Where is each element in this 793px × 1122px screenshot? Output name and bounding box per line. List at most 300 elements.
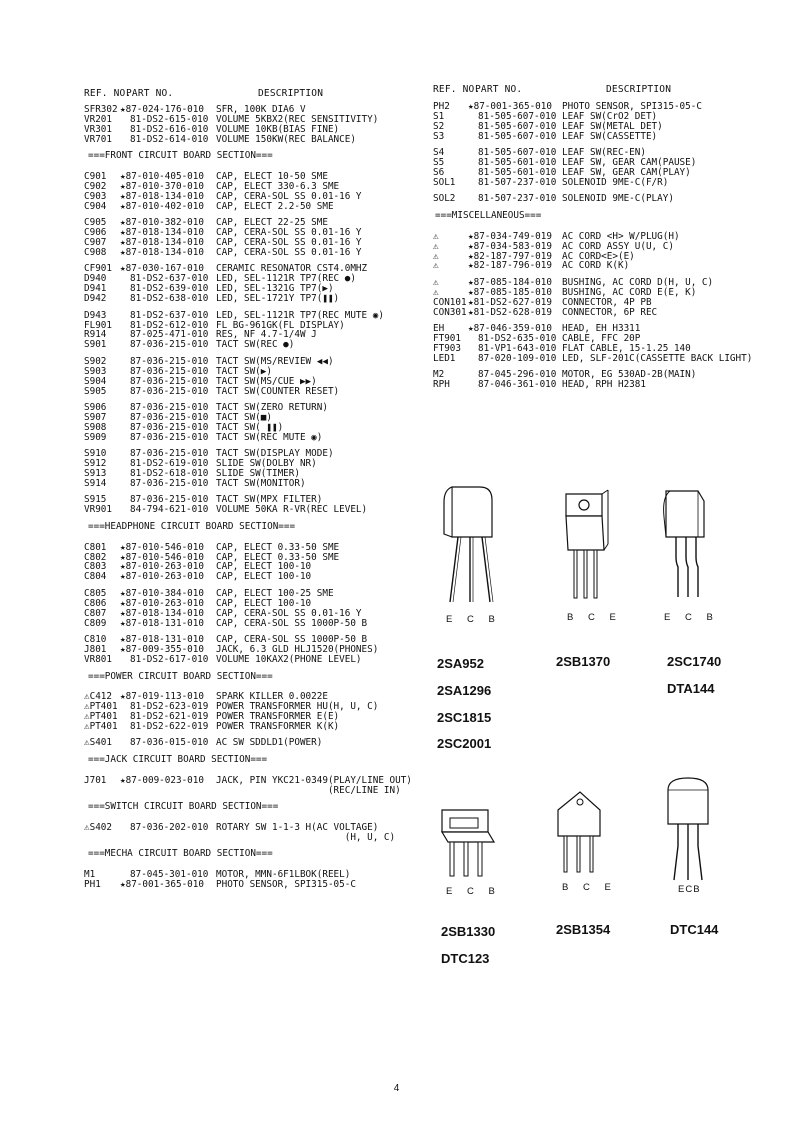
ref-no: S906 bbox=[84, 402, 107, 413]
part-no: ★87-018-134-010 bbox=[120, 190, 204, 202]
part-no: ★87-001-365-010 bbox=[120, 878, 204, 890]
description: LED, SLF-201C(CASSETTE BACK LIGHT) bbox=[562, 352, 753, 364]
ref-no: PH2 bbox=[433, 101, 450, 112]
part-no: 81-505-607-010 bbox=[478, 147, 557, 159]
description: TACT SW( ❚❚) bbox=[216, 421, 284, 433]
ref-no: C903 bbox=[84, 190, 107, 202]
parts-row bbox=[0, 260, 630, 272]
ref-no: S1 bbox=[433, 110, 445, 122]
transistor-to220-drawing bbox=[562, 488, 612, 603]
ref-no: S910 bbox=[84, 448, 107, 460]
ref-no: J701 bbox=[84, 774, 107, 786]
description: JACK, PIN YKC21-0349(PLAY/LINE OUT) bbox=[216, 774, 412, 786]
description: BUSHING, AC CORD E(E, K) bbox=[562, 286, 697, 298]
parts-row bbox=[0, 230, 680, 242]
part-no: 81-505-607-010 bbox=[478, 120, 557, 132]
ref-no: ⚠S402 bbox=[84, 821, 112, 833]
ref-no: FL901 bbox=[84, 319, 112, 331]
ref-no: S913 bbox=[84, 468, 107, 479]
part-no: 87-036-215-010 bbox=[130, 402, 209, 413]
part-no: ★87-010-263-010 bbox=[120, 561, 204, 573]
transistor-label: DTC123 bbox=[441, 951, 490, 966]
part-no: 81-DS2-638-010 bbox=[130, 293, 209, 305]
parts-row bbox=[0, 147, 646, 159]
description: TACT SW(▶) bbox=[216, 365, 272, 377]
description: (REC/LINE IN) bbox=[216, 784, 401, 796]
description: TACT SW(DISPLAY MODE) bbox=[216, 448, 334, 460]
part-no: 81-DS2-637-010 bbox=[130, 273, 209, 285]
description: SLIDE SW(DOLBY NR) bbox=[216, 458, 317, 470]
parts-row bbox=[0, 250, 635, 262]
ref-no: ⚠ bbox=[433, 240, 439, 252]
ref-no: S6 bbox=[433, 167, 445, 178]
part-no: 87-036-215-010 bbox=[130, 355, 209, 367]
ref-no: C801 bbox=[84, 541, 107, 553]
part-no: 81-DS2-623-019 bbox=[130, 701, 209, 712]
parts-row bbox=[0, 880, 400, 890]
parts-row bbox=[0, 190, 674, 205]
ref-no: D942 bbox=[84, 293, 107, 305]
part-no: 87-036-215-010 bbox=[130, 365, 209, 377]
description: LEAF SW, GEAR CAM(PAUSE) bbox=[562, 157, 697, 169]
ref-no: ⚠ bbox=[433, 260, 439, 272]
ref-no: VR301 bbox=[84, 123, 112, 135]
description: POWER TRANSFORMER E(E) bbox=[216, 710, 340, 722]
description: LED, SEL-1321G TP7(▶) bbox=[216, 283, 334, 295]
part-no: 81-DS2-618-010 bbox=[130, 468, 209, 479]
ref-no: D941 bbox=[84, 283, 107, 295]
part-no: 81-505-601-010 bbox=[478, 167, 557, 178]
description: TACT SW(MS/CUE ▶▶) bbox=[216, 375, 317, 387]
ref-no: FT901 bbox=[433, 333, 461, 344]
description: TACT SW(MPX FILTER) bbox=[216, 494, 323, 506]
parts-row bbox=[0, 655, 400, 665]
ref-no: ⚠ bbox=[433, 230, 439, 242]
part-no: 87-036-215-010 bbox=[130, 385, 209, 397]
transistor-dtc-drawing bbox=[664, 776, 714, 884]
header-part-no: PART NO. bbox=[126, 88, 174, 99]
part-no: ★87-034-749-019 bbox=[468, 230, 552, 242]
part-no: ★87-018-131-010 bbox=[120, 617, 204, 629]
description: CAP, ELECT 100-10 bbox=[216, 571, 312, 583]
description: (H, U, C) bbox=[216, 831, 396, 843]
parts-row bbox=[0, 833, 400, 843]
ref-no: SOL2 bbox=[433, 193, 456, 205]
description: TACT SW(MONITOR) bbox=[216, 477, 306, 489]
part-no: 87-036-202-010 bbox=[130, 821, 209, 833]
parts-row bbox=[0, 120, 663, 132]
ref-no: C904 bbox=[84, 200, 107, 212]
header-ref-no-right: REF. NO. bbox=[433, 84, 481, 95]
ref-no: C906 bbox=[84, 227, 107, 239]
ref-no: C807 bbox=[84, 607, 107, 619]
ref-no: S3 bbox=[433, 130, 445, 142]
transistor-to92-drawing bbox=[440, 482, 500, 607]
description: CAP, ELECT 0.33-50 SME bbox=[216, 541, 340, 553]
description: CONNECTOR, 4P PB bbox=[562, 296, 652, 308]
ref-no: C810 bbox=[84, 634, 107, 645]
transistor-to92l-drawing bbox=[660, 487, 710, 602]
part-no: 81-DS2-612-010 bbox=[130, 319, 209, 331]
part-no: ★87-009-023-010 bbox=[120, 774, 204, 786]
ref-no: C802 bbox=[84, 551, 107, 563]
description: SLIDE SW(TIMER) bbox=[216, 468, 300, 479]
description: CAP, CERA-SOL SS 1000P-50 B bbox=[216, 634, 368, 645]
transistor-label: DTA144 bbox=[667, 681, 715, 696]
parts-row bbox=[0, 738, 400, 748]
ref-no: VR201 bbox=[84, 113, 112, 125]
description: CABLE, FFC 20P bbox=[562, 333, 641, 344]
part-no: ★87-018-134-010 bbox=[120, 227, 204, 239]
description: SPARK KILLER 0.0022E bbox=[216, 691, 328, 703]
ref-no: VR801 bbox=[84, 653, 112, 665]
part-no: 87-045-296-010 bbox=[478, 369, 557, 381]
part-no: 81-DS2-615-010 bbox=[130, 113, 209, 125]
ref-no: CON301 bbox=[433, 306, 467, 318]
header-ref-no: REF. NO. bbox=[84, 88, 132, 99]
header-part-no-right: PART NO. bbox=[475, 84, 523, 95]
description: LED, SEL-1121R TP7(REC ●) bbox=[216, 273, 356, 285]
part-no: 81-DS2-614-010 bbox=[130, 133, 209, 145]
ref-no: ⚠S401 bbox=[84, 737, 112, 749]
parts-row bbox=[0, 342, 691, 354]
description: AC CORD K(K) bbox=[562, 260, 630, 272]
transistor-label: 2SC1815 bbox=[437, 710, 492, 725]
ref-no: C908 bbox=[84, 246, 107, 258]
pin-labels-bce: B C E bbox=[567, 612, 622, 623]
part-no: ★87-010-546-010 bbox=[120, 541, 204, 553]
description: VOLUME 10KB(BIAS FINE) bbox=[216, 123, 340, 135]
ref-no: C803 bbox=[84, 561, 107, 573]
ref-no: S904 bbox=[84, 375, 107, 387]
ref-no: ⚠ bbox=[433, 286, 439, 298]
part-no: ★87-010-546-010 bbox=[120, 551, 204, 563]
part-no: ★87-010-263-010 bbox=[120, 571, 204, 583]
parts-row bbox=[0, 433, 400, 443]
part-no: ★81-DS2-628-019 bbox=[468, 306, 552, 318]
part-no: 81-DS2-621-019 bbox=[130, 710, 209, 722]
ref-no: FT903 bbox=[433, 342, 461, 354]
transistor-label: 2SC1740 bbox=[667, 654, 722, 669]
description: VOLUME 150KW(REC BALANCE) bbox=[216, 133, 356, 145]
parts-row bbox=[0, 333, 641, 344]
pin-labels-ecb-2: E C B bbox=[664, 612, 719, 623]
part-no: ★87-010-370-010 bbox=[120, 180, 204, 192]
part-no: ★87-018-134-010 bbox=[120, 607, 204, 619]
section-heading: ===JACK CIRCUIT BOARD SECTION=== bbox=[88, 754, 268, 765]
ref-no: S5 bbox=[433, 157, 445, 169]
part-no: 81-DS2-617-010 bbox=[130, 653, 209, 665]
ref-no: C804 bbox=[84, 571, 107, 583]
description: AC SW SDDLD1(POWER) bbox=[216, 737, 323, 749]
header-description: DESCRIPTION bbox=[258, 88, 324, 99]
ref-no: R914 bbox=[84, 329, 107, 341]
ref-no: C806 bbox=[84, 597, 107, 609]
ref-no: SOL1 bbox=[433, 176, 456, 188]
ref-no: VR901 bbox=[84, 504, 112, 516]
part-no: 81-DS2-619-010 bbox=[130, 458, 209, 470]
part-no: 81-DS2-639-010 bbox=[130, 283, 209, 295]
transistor-label: 2SA1296 bbox=[437, 683, 492, 698]
part-no: 81-VP1-643-010 bbox=[478, 342, 557, 354]
part-no: 87-045-301-010 bbox=[130, 869, 209, 880]
part-no: ★87-001-365-010 bbox=[468, 101, 552, 112]
part-no: 87-036-015-010 bbox=[130, 737, 209, 749]
ref-no: ⚠ bbox=[433, 250, 439, 262]
ref-no: C905 bbox=[84, 217, 107, 229]
ref-no: M2 bbox=[433, 369, 445, 381]
part-no: 84-794-621-010 bbox=[130, 504, 209, 516]
description: SFR, 100K DIA6 V bbox=[216, 104, 306, 115]
ref-no: S908 bbox=[84, 421, 107, 433]
description: CAP, CERA-SOL SS 0.01-16 Y bbox=[216, 237, 362, 248]
ref-no: S909 bbox=[84, 431, 107, 443]
section-heading: ===FRONT CIRCUIT BOARD SECTION=== bbox=[88, 150, 273, 162]
parts-row bbox=[0, 619, 400, 629]
ref-no: M1 bbox=[84, 869, 96, 880]
description: CAP, ELECT 22-25 SME bbox=[216, 217, 328, 229]
ref-no: S915 bbox=[84, 494, 107, 506]
transistor-label: DTC144 bbox=[670, 922, 719, 937]
part-no: ★81-DS2-627-019 bbox=[468, 296, 552, 308]
description: TACT SW(MS/REVIEW ◀◀) bbox=[216, 355, 334, 367]
ref-no: C901 bbox=[84, 171, 107, 182]
transistor-lowprofile-drawing bbox=[436, 806, 500, 881]
part-no: ★87-018-131-010 bbox=[120, 634, 204, 645]
description: HEAD, EH H3311 bbox=[562, 323, 641, 335]
part-no: 87-025-471-010 bbox=[130, 329, 209, 341]
part-no: 87-036-215-010 bbox=[130, 375, 209, 387]
ref-no: VR701 bbox=[84, 133, 112, 145]
part-no: 87-020-109-010 bbox=[478, 352, 557, 364]
description: VOLUME 5KBX2(REC SENSITIVITY) bbox=[216, 113, 379, 125]
section-heading: ===MECHA CIRCUIT BOARD SECTION=== bbox=[88, 848, 273, 860]
description: CERAMIC RESONATOR CST4.0MHZ bbox=[216, 263, 368, 275]
description: HEAD, RPH H2381 bbox=[562, 379, 646, 391]
description: CAP, CERA-SOL SS 0.01-16 Y bbox=[216, 227, 362, 239]
parts-row bbox=[0, 352, 753, 364]
part-no: 81-505-607-010 bbox=[478, 110, 557, 122]
ref-no: C809 bbox=[84, 617, 107, 629]
pin-labels-ecb-3: E C B bbox=[446, 886, 501, 897]
description: SOLENOID 9ME-C(F/R) bbox=[562, 176, 669, 188]
description: POWER TRANSFORMER K(K) bbox=[216, 720, 340, 732]
description: FLAT CABLE, 15-1.25 140 bbox=[562, 342, 691, 354]
parts-row bbox=[0, 286, 697, 298]
transistor-label: 2SB1354 bbox=[556, 922, 611, 937]
ref-no: PH1 bbox=[84, 878, 101, 890]
parts-row bbox=[0, 240, 674, 252]
description: SOLENOID 9ME-C(PLAY) bbox=[562, 193, 674, 205]
description: LEAF SW, GEAR CAM(PLAY) bbox=[562, 167, 691, 178]
description: CAP, CERA-SOL SS 0.01-16 Y bbox=[216, 246, 362, 258]
description: BUSHING, AC CORD D(H, U, C) bbox=[562, 276, 714, 288]
part-no: ★87-010-402-010 bbox=[120, 200, 204, 212]
description: TACT SW(REC ●) bbox=[216, 339, 295, 351]
transistor-mini-drawing bbox=[554, 788, 604, 878]
description: CAP, CERA-SOL SS 0.01-16 Y bbox=[216, 190, 362, 202]
ref-no: C907 bbox=[84, 237, 107, 248]
ref-no: S2 bbox=[433, 120, 445, 132]
description: LED, SEL-1121R TP7(REC MUTE ◉) bbox=[216, 309, 384, 321]
ref-no: ⚠ bbox=[433, 276, 439, 288]
description: CAP, ELECT 0.33-50 SME bbox=[216, 551, 340, 563]
ref-no: S907 bbox=[84, 411, 107, 423]
description: JACK, 6.3 GLD HLJ1520(PHONES) bbox=[216, 643, 379, 655]
part-no: 81-DS2-616-010 bbox=[130, 123, 209, 135]
description: LEAF SW(REC-EN) bbox=[562, 147, 646, 159]
description: MOTOR, MMN-6F1LBOK(REEL) bbox=[216, 869, 351, 880]
page-number: 4 bbox=[393, 1083, 400, 1094]
ref-no: SFR302 bbox=[84, 104, 118, 115]
part-no: 81-505-607-010 bbox=[478, 130, 557, 142]
ref-no: LED1 bbox=[433, 352, 456, 364]
description: CAP, ELECT 100-10 bbox=[216, 561, 312, 573]
transistor-label: 2SB1330 bbox=[441, 924, 496, 939]
part-no: 87-036-215-010 bbox=[130, 494, 209, 506]
ref-no: C805 bbox=[84, 587, 107, 599]
description: CAP, ELECT 100-10 bbox=[216, 597, 312, 609]
ref-no: CON101 bbox=[433, 296, 467, 308]
part-no: 87-036-215-010 bbox=[130, 431, 209, 443]
part-no: 81-505-601-010 bbox=[478, 157, 557, 169]
pin-labels-bce-2: B C E bbox=[562, 882, 617, 893]
description: FL BG-961GK(FL DISPLAY) bbox=[216, 319, 345, 331]
description: AC CORD<E>(E) bbox=[562, 250, 635, 262]
part-no: 87-046-361-010 bbox=[478, 379, 557, 391]
parts-row bbox=[0, 157, 697, 169]
ref-no: ⚠C412 bbox=[84, 691, 112, 703]
parts-row bbox=[0, 786, 400, 796]
part-no: ★87-009-355-010 bbox=[120, 643, 204, 655]
ref-no: ⚠PT401 bbox=[84, 710, 118, 722]
part-no: 81-507-237-010 bbox=[478, 193, 557, 205]
parts-row bbox=[0, 101, 702, 112]
part-no: 87-036-215-010 bbox=[130, 448, 209, 460]
parts-row bbox=[0, 276, 714, 288]
part-no: 87-036-215-010 bbox=[130, 339, 209, 351]
ref-no: CF901 bbox=[84, 263, 112, 275]
part-no: ★82-187-796-019 bbox=[468, 260, 552, 272]
description: VOLUME 10KAX2(PHONE LEVEL) bbox=[216, 653, 362, 665]
parts-row bbox=[0, 130, 658, 142]
part-no: ★87-085-184-010 bbox=[468, 276, 552, 288]
part-no: ★87-034-583-019 bbox=[468, 240, 552, 252]
section-heading: ===HEADPHONE CIRCUIT BOARD SECTION=== bbox=[88, 521, 296, 532]
ref-no: EH bbox=[433, 323, 445, 335]
ref-no: S901 bbox=[84, 339, 107, 351]
part-no: ★87-018-134-010 bbox=[120, 237, 204, 248]
part-no: 87-036-215-010 bbox=[130, 421, 209, 433]
ref-no: ⚠PT401 bbox=[84, 720, 118, 732]
description: TACT SW(REC MUTE ◉) bbox=[216, 431, 323, 443]
part-no: ★87-030-167-010 bbox=[120, 263, 204, 275]
part-no: ★87-046-359-010 bbox=[468, 323, 552, 335]
description: AC CORD <H> W/PLUG(H) bbox=[562, 230, 680, 242]
parts-row bbox=[0, 296, 652, 308]
ref-no: S914 bbox=[84, 477, 107, 489]
description: TACT SW(COUNTER RESET) bbox=[216, 385, 340, 397]
ref-no: S4 bbox=[433, 147, 445, 159]
description: POWER TRANSFORMER HU(H, U, C) bbox=[216, 701, 379, 712]
description: ROTARY SW 1-1-3 H(AC VOLTAGE) bbox=[216, 821, 379, 833]
ref-no: RPH bbox=[433, 379, 450, 391]
parts-row bbox=[0, 479, 400, 489]
pin-labels-ecb-4: ECB bbox=[678, 884, 701, 895]
ref-no: D943 bbox=[84, 309, 107, 321]
part-no: ★87-010-405-010 bbox=[120, 171, 204, 182]
ref-no: S905 bbox=[84, 385, 107, 397]
description: CAP, ELECT 2.2-50 SME bbox=[216, 200, 334, 212]
description: CAP, CERA-SOL SS 1000P-50 B bbox=[216, 617, 368, 629]
ref-no: S902 bbox=[84, 355, 107, 367]
header-description-right: DESCRIPTION bbox=[606, 84, 672, 95]
transistor-label: 2SC2001 bbox=[437, 736, 492, 751]
parts-row bbox=[0, 167, 691, 178]
ref-no: S903 bbox=[84, 365, 107, 377]
description: PHOTO SENSOR, SPI315-05-C bbox=[216, 878, 356, 890]
parts-row bbox=[0, 110, 658, 122]
part-no: ★87-085-185-010 bbox=[468, 286, 552, 298]
description: RES, NF 4.7-1/4W J bbox=[216, 329, 317, 341]
parts-row bbox=[0, 722, 400, 732]
description: LEAF SW(CrO2 DET) bbox=[562, 110, 658, 122]
part-no: 87-036-215-010 bbox=[130, 411, 209, 423]
ref-no: ⚠PT401 bbox=[84, 701, 118, 712]
part-no: 81-507-237-010 bbox=[478, 176, 557, 188]
part-no: 81-DS2-637-010 bbox=[130, 309, 209, 321]
part-no: 81-DS2-635-010 bbox=[478, 333, 557, 344]
part-no: ★87-024-176-010 bbox=[120, 104, 204, 115]
description: CONNECTOR, 6P REC bbox=[562, 306, 658, 318]
part-no: 81-DS2-622-019 bbox=[130, 720, 209, 732]
description: TACT SW(ZERO RETURN) bbox=[216, 402, 328, 413]
parts-row bbox=[0, 306, 658, 318]
description: AC CORD ASSY U(U, C) bbox=[562, 240, 674, 252]
description: VOLUME 50KA R-VR(REC LEVEL) bbox=[216, 504, 368, 516]
part-no: ★87-010-384-010 bbox=[120, 587, 204, 599]
parts-row bbox=[0, 505, 400, 515]
section-heading: ===MISCELLANEOUS=== bbox=[435, 210, 542, 222]
description: LED, SEL-1721Y TP7(❚❚) bbox=[216, 293, 340, 305]
description: CAP, ELECT 330-6.3 SME bbox=[216, 180, 340, 192]
transistor-label: 2SB1370 bbox=[556, 654, 611, 669]
description: LEAF SW(CASSETTE) bbox=[562, 130, 658, 142]
description: LEAF SW(METAL DET) bbox=[562, 120, 663, 132]
ref-no: C902 bbox=[84, 180, 107, 192]
part-no: 87-036-215-010 bbox=[130, 477, 209, 489]
part-no: ★87-010-382-010 bbox=[120, 217, 204, 229]
parts-row bbox=[0, 572, 400, 582]
part-no: ★82-187-797-019 bbox=[468, 250, 552, 262]
part-no: ★87-010-263-010 bbox=[120, 597, 204, 609]
description: CAP, ELECT 10-50 SME bbox=[216, 171, 328, 182]
pin-labels-ecb: E C B bbox=[446, 614, 501, 625]
description: TACT SW(■) bbox=[216, 411, 272, 423]
description: MOTOR, EG 530AD-2B(MAIN) bbox=[562, 369, 697, 381]
description: CAP, ELECT 100-25 SME bbox=[216, 587, 334, 599]
description: CAP, CERA-SOL SS 0.01-16 Y bbox=[216, 607, 362, 619]
ref-no: J801 bbox=[84, 643, 107, 655]
part-no: ★87-019-113-010 bbox=[120, 691, 204, 703]
ref-no: D940 bbox=[84, 273, 107, 285]
transistor-label: 2SA952 bbox=[437, 656, 484, 671]
description: PHOTO SENSOR, SPI315-05-C bbox=[562, 101, 702, 112]
ref-no: S912 bbox=[84, 458, 107, 470]
section-heading: ===SWITCH CIRCUIT BOARD SECTION=== bbox=[88, 801, 279, 813]
part-no: ★87-018-134-010 bbox=[120, 246, 204, 258]
section-heading: ===POWER CIRCUIT BOARD SECTION=== bbox=[88, 670, 273, 682]
